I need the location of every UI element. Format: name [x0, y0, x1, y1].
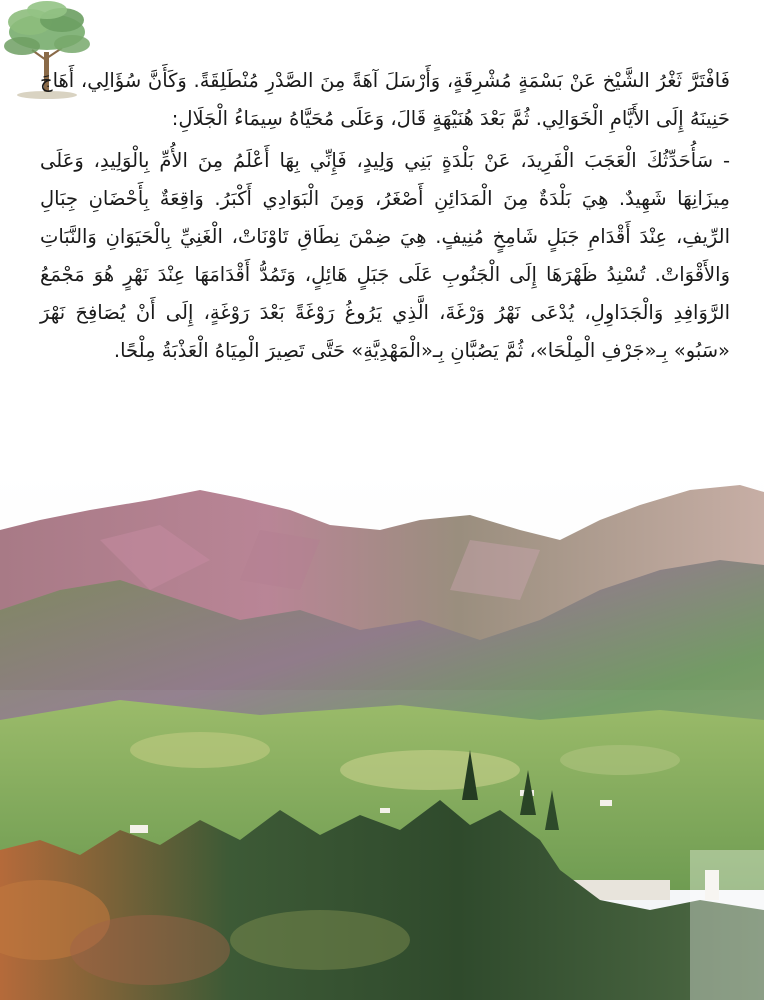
story-text — [40, 62, 730, 370]
story-paragraph-1: فَافْتَرَّ ثَغْرُ الشَّيْخ عَنْ بَسْمَةٍ مُشْرِقَةٍ، وَأَرْسَلَ آهَةً مِنَ الصَّدْرِ مُنْطَلِقَةً. وَكَأَنَّ سُؤَالِي، أَهَاجَ حَنِينَهُ إِلَى الأَيَّامِ الْخَوَالِي. ثُمَّ بَعْدَ هُنَيْهَةٍ قَالَ، وَعَلَى مُحَيَّاهُ سِيمَاءُ الْجَلَالِ: — [40, 69, 730, 130]
story-paragraph-2: - سَأُحَدِّثُكَ الْعَجَبَ الْفَرِيدَ، عَنْ بَلْدَةٍ بَنِي وَلِيدٍ، فَإِنِّي بِهَا أَعْلَمُ مِنَ الأُمِّ بِالْوَلِيدِ، وَعَلَى مِيزَانِهَا شَهِيدٌ. هِيَ بَلْدَةٌ مِنَ الْمَدَائِنِ أَصْغَرُ، وَمِنَ الْبَوَادِي أَكْبَرُ. وَاقِعَةٌ بِأَحْضَانِ جِبَالِ الرِّيفِ، عِنْدَ أَقْدَامِ جَبَلٍ شَامِخٍ مُنِيفٍ. هِيَ ضِمْنَ نِطَاقِ تَاوْنَاتْ، الْغَنِيِّ بِالْحَيَوَانِ وَالنَّبَاتِ وَالأَقْوَاتْ. تُسْنِدُ ظَهْرَهَا إِلَى الْجَنُوبِ عَلَى جَبَلٍ هَائِلٍ، وَتَمُدُّ أَقْدَامَهَا عِنْدَ نَهْرٍ هُوَ مَجْمَعُ الرَّوَافِدِ وَالْجَدَاوِلِ، يُدْعَى نَهْرُ وَرْغَةَ، الَّذِي يَرُوغُ رَوْغَةً بَعْدَ رَوْغَةٍ، إِلَى أَنْ يُصَافِحَ نَهْرَ «سَبُو» بِـ«جَرْفِ الْمِلْحَا»، ثُمَّ يَصُبَّانِ بِـ«الْمَهْدِيَّةِ» حَتَّى تَصِيرَ الْمِيَاهُ الْعَذْبَةُ مِلْحًا. — [40, 149, 730, 362]
landscape-illustration — [0, 470, 764, 1000]
